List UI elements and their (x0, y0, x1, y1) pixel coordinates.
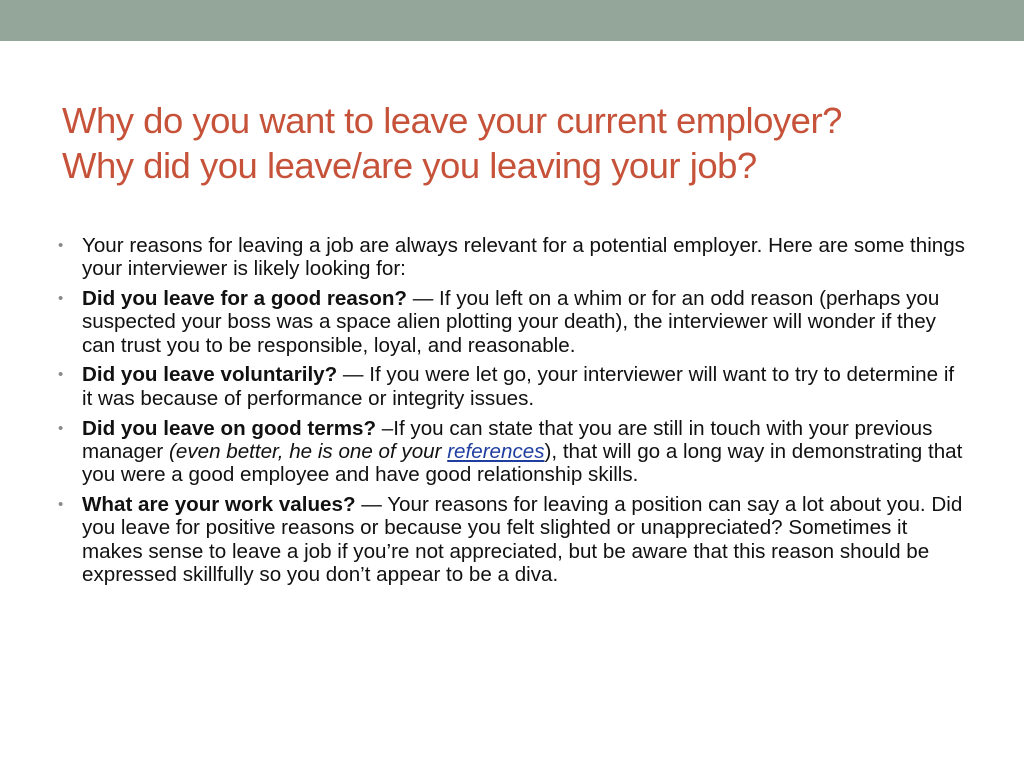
references-link[interactable]: references (447, 439, 545, 463)
top-accent-band (0, 0, 1024, 41)
bullet-dot-icon: • (58, 366, 64, 384)
title-line-2: Why did you leave/are you leaving your job? (62, 145, 757, 186)
bullet-text: — If you left on a whim or for an odd reason (perhaps you suspected your boss was a space alien plotting your death), the interviewer will wonder if they can trust you to be responsible, loyal, and reasonable. (82, 287, 940, 357)
bullet-list (58, 234, 968, 593)
bullet-text: ), that will go a long way in demonstrating that you were a good employee and have good relationship skills. (82, 439, 963, 487)
bullet-dot-icon: • (58, 495, 64, 513)
bullet-item-good-terms (58, 417, 968, 487)
bullet-dot-icon: • (58, 290, 64, 308)
bullet-lead: What are your work values? (82, 492, 356, 516)
bullet-dot-icon: • (58, 419, 64, 437)
bullet-italic-part: (even better, he is one of your (169, 439, 448, 463)
bullet-item-intro (58, 234, 968, 281)
bullet-dot-icon: • (58, 237, 64, 254)
bullet-text: — If you were let go, your interviewer will want to try to determine if it was because of performance or integrity issues. (82, 363, 955, 410)
bullet-text: –If you can state that you are still in touch with your previous manager (82, 416, 933, 463)
title-line-1: Why do you want to leave your current employer? (62, 100, 842, 141)
bullet-item-voluntarily (58, 363, 968, 410)
bullet-lead: Did you leave on good terms? (82, 416, 377, 440)
bullet-item-good-reason (58, 287, 968, 357)
bullet-lead: Did you leave for a good reason? (82, 287, 407, 311)
bullet-lead: Did you leave voluntarily? (82, 363, 338, 387)
bullet-text: Your reasons for leaving a job are always relevant for a potential employer. Here are some things your interviewer is likely looking for: (82, 234, 965, 281)
bullet-text: — Your reasons for leaving a position can say a lot about you. Did you leave for positive reasons or because you felt slighted or unappreciated? Sometimes it makes sense to leave a job if you’re not appreciated, but be aware that this reason should be expressed skillfully so you don’t appear to be a diva. (82, 492, 963, 586)
bullet-italic-text (169, 440, 545, 463)
bullet-item-work-values (58, 493, 968, 586)
slide-title (62, 98, 982, 188)
